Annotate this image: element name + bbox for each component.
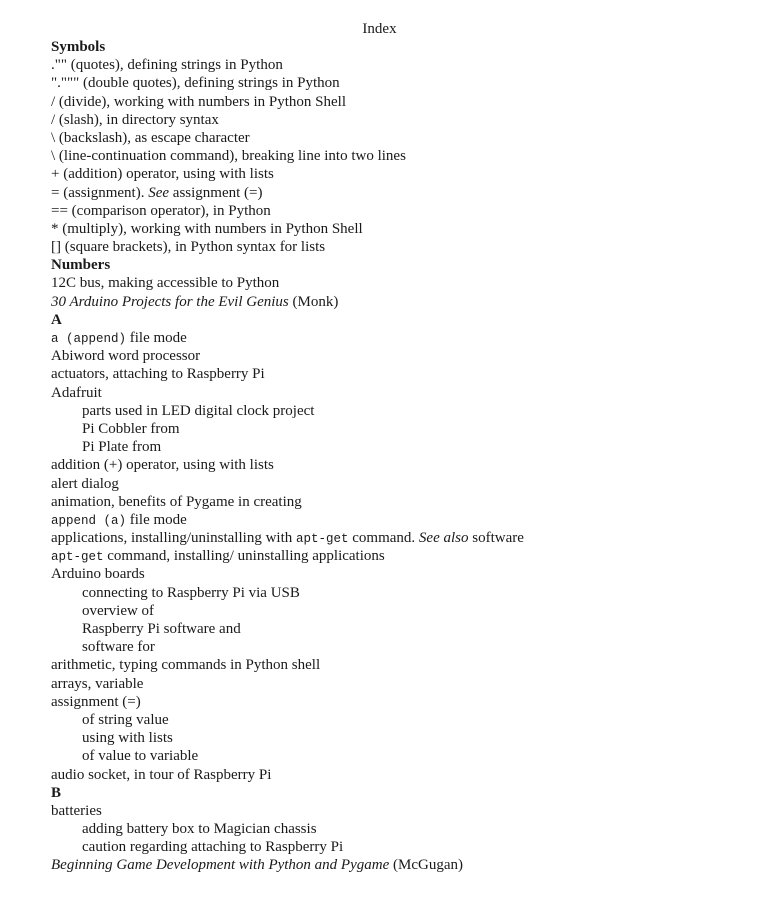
- index-entry: batteries: [51, 802, 102, 819]
- index-entry: [51, 184, 751, 202]
- index-entry: [51, 856, 751, 874]
- index-entry: assignment (=): [51, 693, 141, 710]
- entry-text: assignment (=): [169, 184, 263, 201]
- index-entry: animation, benefits of Pygame in creating: [51, 493, 302, 510]
- book-title: Beginning Game Development with Python and Pygame: [51, 857, 390, 874]
- index-subentry: caution regarding attaching to Raspberry Pi: [82, 839, 344, 856]
- entry-text: = (assignment).: [51, 184, 149, 201]
- see-reference: See: [148, 184, 170, 201]
- index-subentry: Raspberry Pi software and: [82, 621, 241, 637]
- index-entry: Adafruit: [51, 384, 102, 401]
- index-entry: alert dialog: [51, 475, 119, 492]
- section-heading-b: B: [51, 784, 62, 801]
- index-entries: [51, 38, 751, 875]
- page-title: Index: [362, 21, 397, 37]
- index-entry: + (addition) operator, using with lists: [51, 166, 274, 183]
- book-author: (Monk): [288, 293, 339, 310]
- entry-text: file mode: [126, 511, 187, 528]
- book-author: (McGugan): [389, 857, 463, 874]
- index-entry: [51, 293, 751, 311]
- index-entry: arithmetic, typing commands in Python shell: [51, 657, 321, 674]
- index-entry: arrays, variable: [51, 675, 144, 692]
- section-heading-symbols: Symbols: [51, 39, 106, 55]
- index-entry: [51, 329, 751, 347]
- index-subentry: Pi Cobbler from: [82, 420, 180, 437]
- see-reference: See also: [418, 530, 469, 547]
- index-entry: Abiword word processor: [51, 348, 201, 365]
- index-entry: 12C bus, making accessible to Python: [51, 275, 280, 292]
- index-entry: [51, 529, 751, 547]
- index-subentry: Pi Plate from: [82, 439, 162, 456]
- index-entry: ".""" (double quotes), defining strings in Python: [51, 75, 340, 92]
- index-subentry: parts used in LED digital clock project: [82, 402, 315, 419]
- index-entry: / (slash), in directory syntax: [51, 111, 219, 128]
- section-heading-numbers: Numbers: [51, 257, 111, 274]
- entry-text: file mode: [126, 330, 187, 346]
- index-subentry: adding battery box to Magician chassis: [82, 821, 317, 838]
- index-entry: ."" (quotes), defining strings in Python: [51, 57, 283, 74]
- index-subentry: overview of: [82, 602, 155, 619]
- code-term: a (append): [51, 332, 127, 346]
- entry-text: command.: [348, 530, 419, 547]
- entry-text: software: [468, 530, 524, 547]
- index-entry: Arduino boards: [51, 566, 145, 583]
- index-entry: == (comparison operator), in Python: [51, 202, 271, 219]
- index-subentry: of string value: [82, 711, 169, 728]
- index-entry: [] (square brackets), in Python syntax for lists: [51, 239, 326, 256]
- index-entry: * (multiply), working with numbers in Python Shell: [51, 220, 363, 237]
- index-entry: addition (+) operator, using with lists: [51, 457, 274, 474]
- index-entry: [51, 547, 751, 565]
- index-subentry: connecting to Raspberry Pi via USB: [82, 584, 300, 601]
- index-entry: actuators, attaching to Raspberry Pi: [51, 366, 265, 383]
- index-entry: \ (backslash), as escape character: [51, 129, 250, 146]
- book-title: 30 Arduino Projects for the Evil Genius: [51, 293, 289, 310]
- code-term: apt-get: [295, 532, 349, 547]
- index-subentry: using with lists: [82, 730, 173, 747]
- entry-text: command, installing/ uninstalling applications: [103, 548, 385, 565]
- index-entry: / (divide), working with numbers in Python Shell: [51, 93, 346, 110]
- code-term: apt-get: [51, 550, 104, 565]
- index-entry: [51, 511, 751, 529]
- index-subentry: software for: [82, 639, 155, 656]
- index-subentry: of value to variable: [82, 748, 199, 765]
- section-heading-a: A: [51, 311, 62, 328]
- code-term: append (a): [51, 513, 127, 528]
- index-entry: \ (line-continuation command), breaking line into two lines: [51, 148, 406, 165]
- entry-text: applications, installing/uninstalling with: [51, 530, 296, 547]
- index-entry: audio socket, in tour of Raspberry Pi: [51, 766, 272, 783]
